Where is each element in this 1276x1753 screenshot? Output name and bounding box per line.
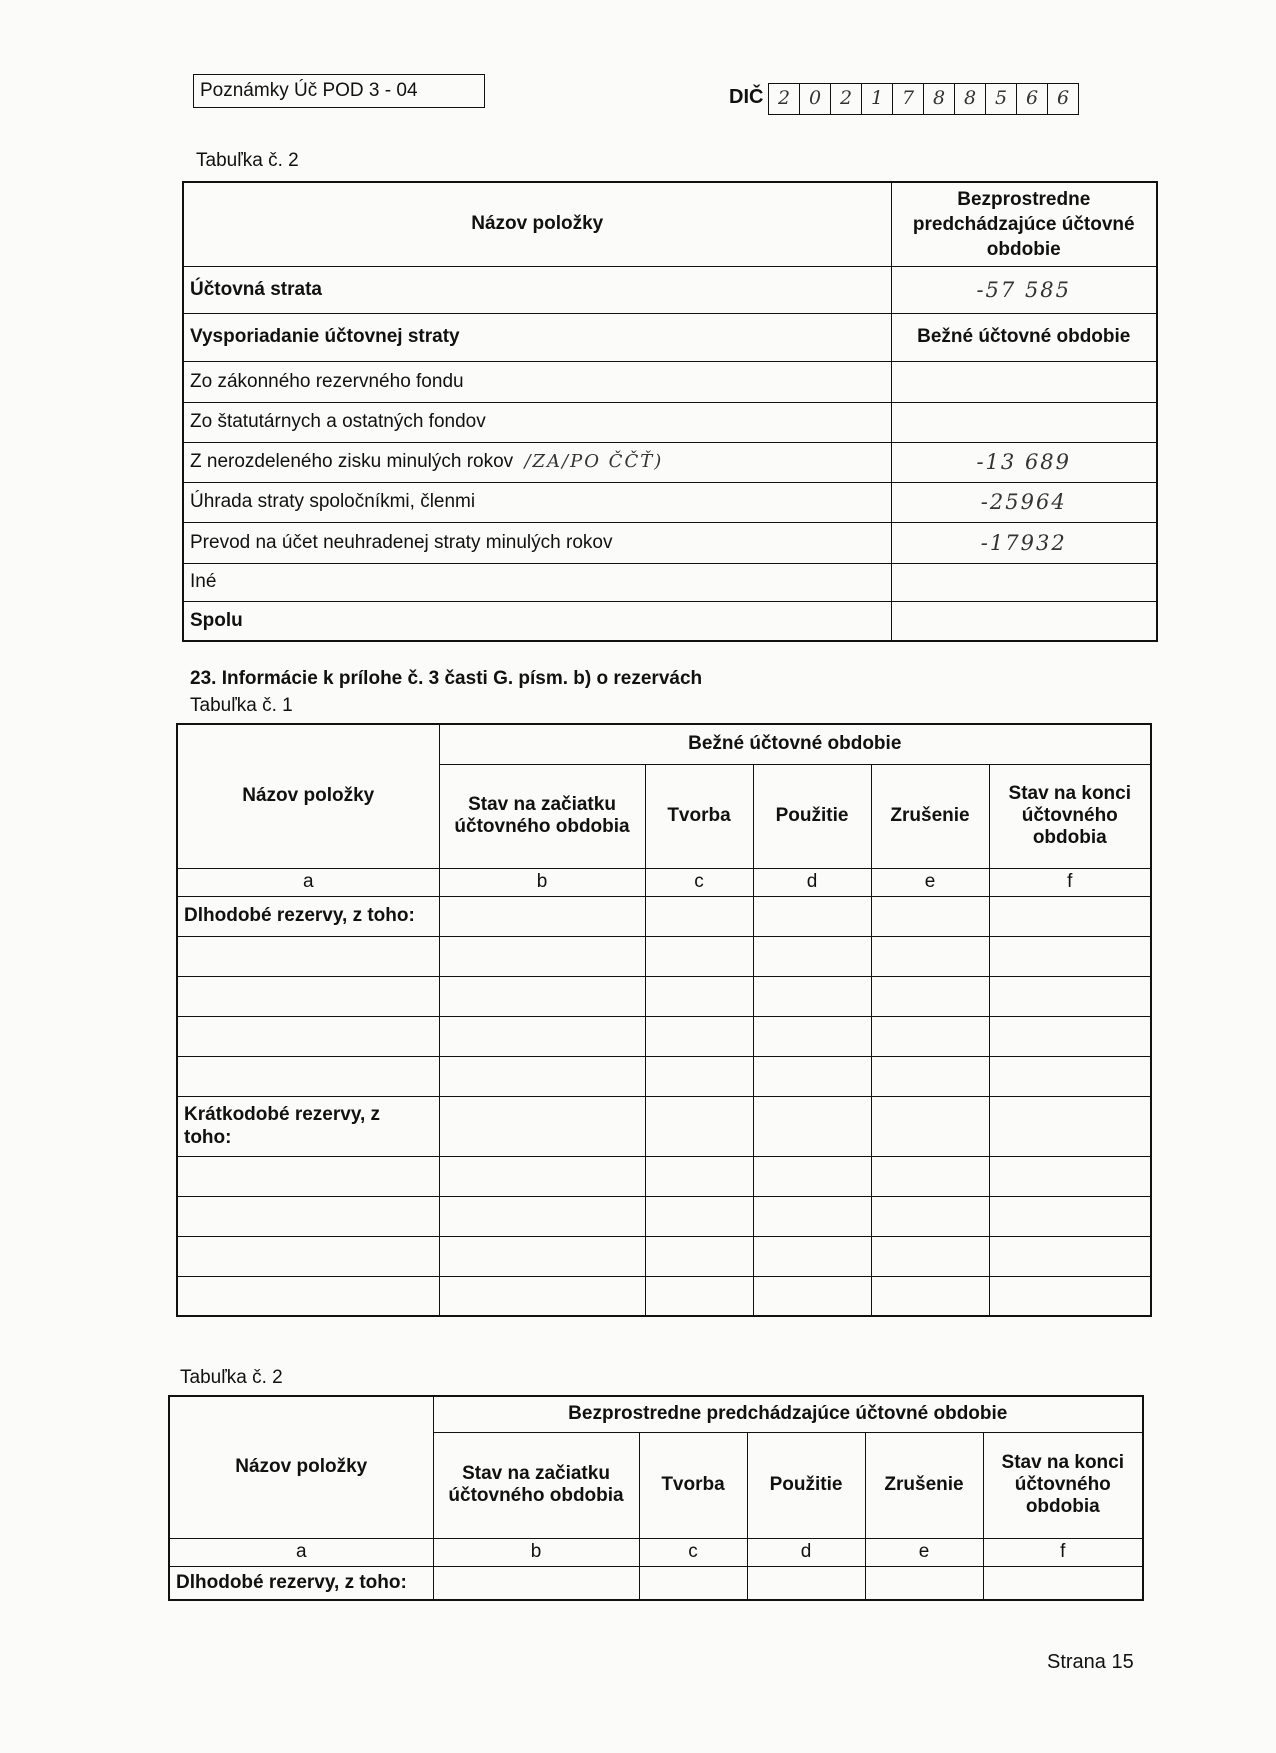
table2-caption: Tabuľka č. 2 xyxy=(180,1367,283,1388)
table-cell[interactable] xyxy=(989,896,1151,936)
table-row xyxy=(177,1156,1151,1196)
table-cell[interactable] xyxy=(747,1566,865,1600)
row-label: Zo štatutárnych a ostatných fondov xyxy=(183,402,891,442)
letter-e: e xyxy=(865,1538,983,1566)
letter-f: f xyxy=(989,868,1151,896)
reserves-previous-table xyxy=(168,1395,1144,1601)
reserves-current-table xyxy=(176,723,1152,1317)
dic-digit: 2 xyxy=(831,84,862,114)
letter-c: c xyxy=(639,1538,747,1566)
col-e-header: Zrušenie xyxy=(871,764,989,868)
table-cell[interactable] xyxy=(645,896,753,936)
letter-d: d xyxy=(747,1538,865,1566)
letter-f: f xyxy=(983,1538,1143,1566)
row-label: Zo zákonného rezervného fondu xyxy=(183,361,891,402)
table-row xyxy=(177,1016,1151,1056)
letter-b: b xyxy=(433,1538,639,1566)
dic-digit: 2 xyxy=(769,84,800,114)
table-top-caption: Tabuľka č. 2 xyxy=(196,150,299,171)
table-row xyxy=(177,976,1151,1016)
col-b-header: Stav na začiatku účtovného obdobia xyxy=(433,1432,639,1538)
col-d-header: Použitie xyxy=(753,764,871,868)
dic-digit: 5 xyxy=(986,84,1017,114)
col-current-header: Bežné účtovné obdobie xyxy=(891,313,1157,361)
table-row xyxy=(177,1196,1151,1236)
dic-digit: 6 xyxy=(1056,87,1070,109)
row-label-with-note xyxy=(183,442,891,482)
table-cell[interactable] xyxy=(439,896,645,936)
dic-label: DIČ xyxy=(729,86,764,108)
table-row xyxy=(177,936,1151,976)
col-name-header: Názov položky xyxy=(169,1396,433,1538)
row-label: Úhrada straty spoločníkmi, členmi xyxy=(183,482,891,522)
table-cell[interactable] xyxy=(871,1096,989,1156)
col-prev-header: Bezprostredne predchádzajúce účtovné obdobie xyxy=(891,182,1157,266)
row-value xyxy=(891,601,1157,641)
long-term-label: Dlhodobé rezervy, z toho: xyxy=(177,896,439,936)
loss-label: Účtovná strata xyxy=(183,266,891,313)
letter-c: c xyxy=(645,868,753,896)
row-value: -13 689 xyxy=(891,442,1157,482)
col-c-header: Tvorba xyxy=(639,1432,747,1538)
table-cell[interactable] xyxy=(433,1566,639,1600)
table-cell[interactable] xyxy=(439,1096,645,1156)
table-row xyxy=(177,1276,1151,1316)
dic-digit: 8 xyxy=(955,84,986,114)
row-label: Iné xyxy=(183,563,891,601)
dic-digit: 1 xyxy=(862,84,893,114)
handwritten-note: /ZA/PO ČČŤ) xyxy=(524,451,664,472)
dic-digit: 6 xyxy=(1017,84,1048,114)
dic-digit: 0 xyxy=(800,84,831,114)
col-name-header: Názov položky xyxy=(177,724,439,868)
settlement-label: Vysporiadanie účtovnej straty xyxy=(183,313,891,361)
table1-caption: Tabuľka č. 1 xyxy=(190,695,293,716)
table-row xyxy=(177,1236,1151,1276)
col-e-header: Zrušenie xyxy=(865,1432,983,1538)
letter-a: a xyxy=(177,868,439,896)
row-label: Prevod na účet neuhradenej straty minulých rokov xyxy=(183,522,891,563)
loss-value: -57 585 xyxy=(891,266,1157,313)
form-code-box: Poznámky Úč POD 3 - 04 xyxy=(193,74,485,108)
col-f-header: Stav na konci účtovného obdobia xyxy=(983,1432,1143,1538)
table-cell[interactable] xyxy=(871,896,989,936)
col-name-header: Názov položky xyxy=(183,182,891,266)
section-23-title: 23. Informácie k prílohe č. 3 časti G. písm. b) o rezervách xyxy=(190,668,703,689)
period-header: Bezprostredne predchádzajúce účtovné obdobie xyxy=(433,1396,1143,1432)
page-number: Strana 15 xyxy=(1047,1651,1134,1673)
table-cell[interactable] xyxy=(645,1096,753,1156)
table-cell[interactable] xyxy=(639,1566,747,1600)
row-label: Z nerozdeleného zisku minulých rokov xyxy=(190,451,514,472)
table-cell[interactable] xyxy=(983,1566,1143,1600)
row-value: -25964 xyxy=(891,482,1157,522)
row-value: -17932 xyxy=(891,522,1157,563)
dic-boxes xyxy=(768,83,1079,115)
letter-a: a xyxy=(169,1538,433,1566)
col-b-header: Stav na začiatku účtovného obdobia xyxy=(439,764,645,868)
col-f-header: Stav na konci účtovného obdobia xyxy=(989,764,1151,868)
col-d-header: Použitie xyxy=(747,1432,865,1538)
dic-digit: 8 xyxy=(924,84,955,114)
col-c-header: Tvorba xyxy=(645,764,753,868)
long-term-label: Dlhodobé rezervy, z toho: xyxy=(169,1566,433,1600)
letter-e: e xyxy=(871,868,989,896)
table-row xyxy=(177,1056,1151,1096)
letter-b: b xyxy=(439,868,645,896)
short-term-label: Krátkodobé rezervy, z toho: xyxy=(177,1096,439,1156)
table-cell[interactable] xyxy=(989,1096,1151,1156)
row-value xyxy=(891,563,1157,601)
row-value xyxy=(891,402,1157,442)
period-header: Bežné účtovné obdobie xyxy=(439,724,1151,764)
dic-digit: 7 xyxy=(893,84,924,114)
table-cell[interactable] xyxy=(865,1566,983,1600)
table-cell[interactable] xyxy=(753,896,871,936)
row-value xyxy=(891,361,1157,402)
loss-settlement-table xyxy=(182,181,1158,642)
letter-d: d xyxy=(753,868,871,896)
table-cell[interactable] xyxy=(753,1096,871,1156)
row-label: Spolu xyxy=(183,601,891,641)
